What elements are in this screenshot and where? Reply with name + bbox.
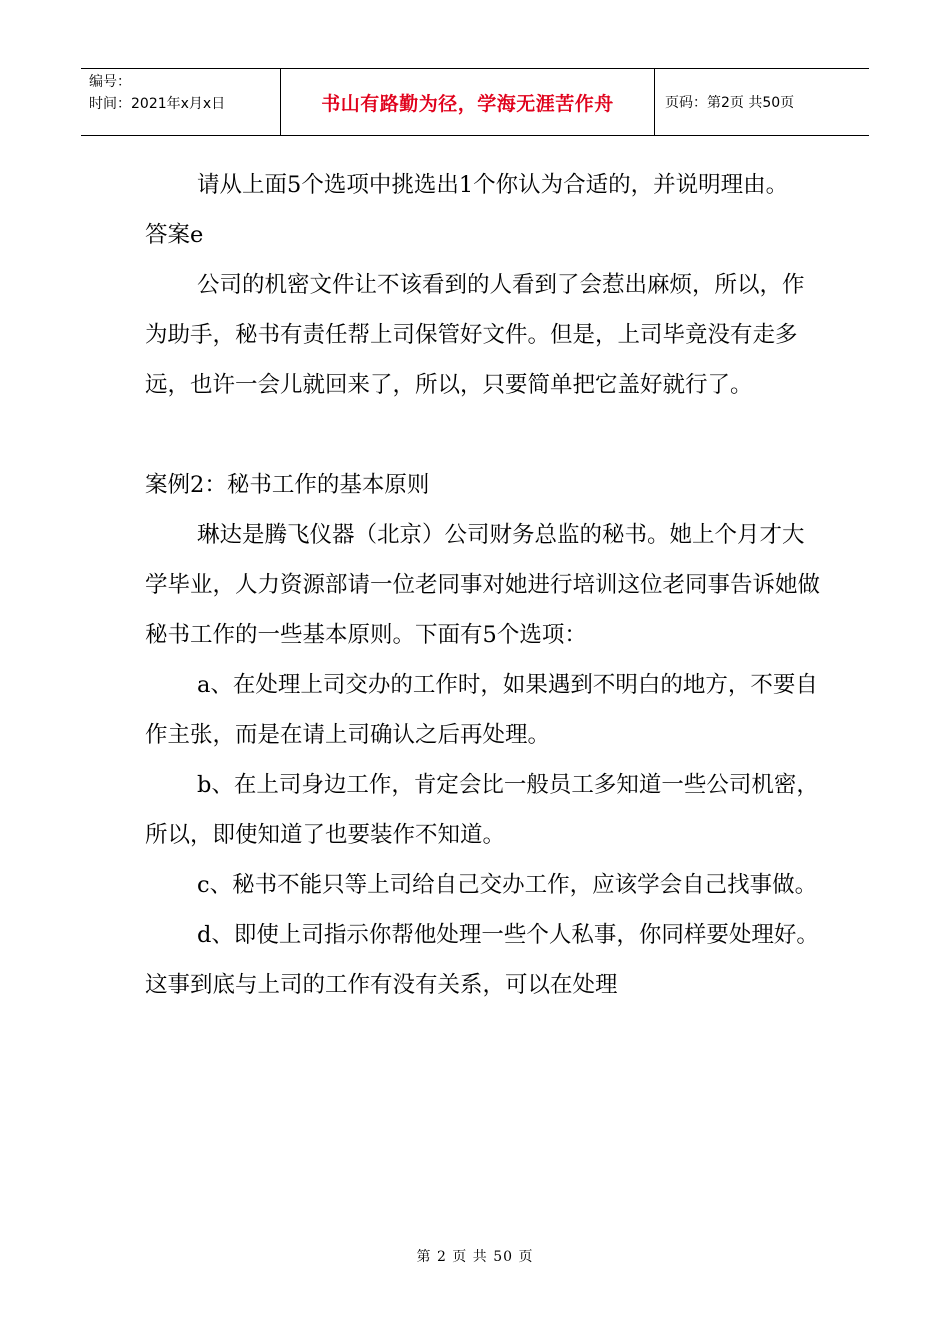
page-footer: 第 2 页 共 50 页 <box>416 1249 534 1265</box>
answer-line: 答案e <box>145 222 204 248</box>
option-a: a、在处理上司交办的工作时，如果遇到不明白的地方，不要自作主张，而是在请上司确认之后再处理。 <box>145 672 818 748</box>
option-d: d、即使上司指示你帮他处理一些个人私事，你同样要处理好。这事到底与上司的工作有没有关系，可以在处理 <box>145 922 819 998</box>
header-motto: 书山有路勤为径，学海无涯苦作舟 <box>281 69 655 135</box>
time-label: 时间：2021年x月x日 <box>89 96 226 112</box>
paragraph: 请从上面5个选项中挑选出1个你认为合适的，并说明理由。 <box>197 172 789 198</box>
document-body <box>145 160 825 1010</box>
header-table <box>81 68 869 136</box>
paragraph: 琳达是腾飞仪器（北京）公司财务总监的秘书。她上个月才大学毕业，人力资源部请一位老同事对她进行培训这位老同事告诉她做秘书工作的一些基本原则。下面有5个选项： <box>145 522 821 648</box>
blank-line <box>145 410 825 460</box>
option-b: b、在上司身边工作，肯定会比一般员工多知道一些公司机密，所以，即使知道了也要装作不知道。 <box>145 772 819 848</box>
section-heading: 案例2：秘书工作的基本原则 <box>145 472 430 498</box>
header-page-info: 页码：第2页 共50页 <box>665 95 795 111</box>
serial-label: 编号： <box>89 74 131 90</box>
option-c: c、秘书不能只等上司给自己交办工作，应该学会自己找事做。 <box>197 872 818 898</box>
header-meta-cell <box>81 69 281 135</box>
paragraph: 公司的机密文件让不该看到的人看到了会惹出麻烦，所以，作为助手，秘书有责任帮上司保管好文件。但是，上司毕竟没有走多远，也许一会儿就回来了，所以，只要简单把它盖好就行了。 <box>145 272 805 398</box>
